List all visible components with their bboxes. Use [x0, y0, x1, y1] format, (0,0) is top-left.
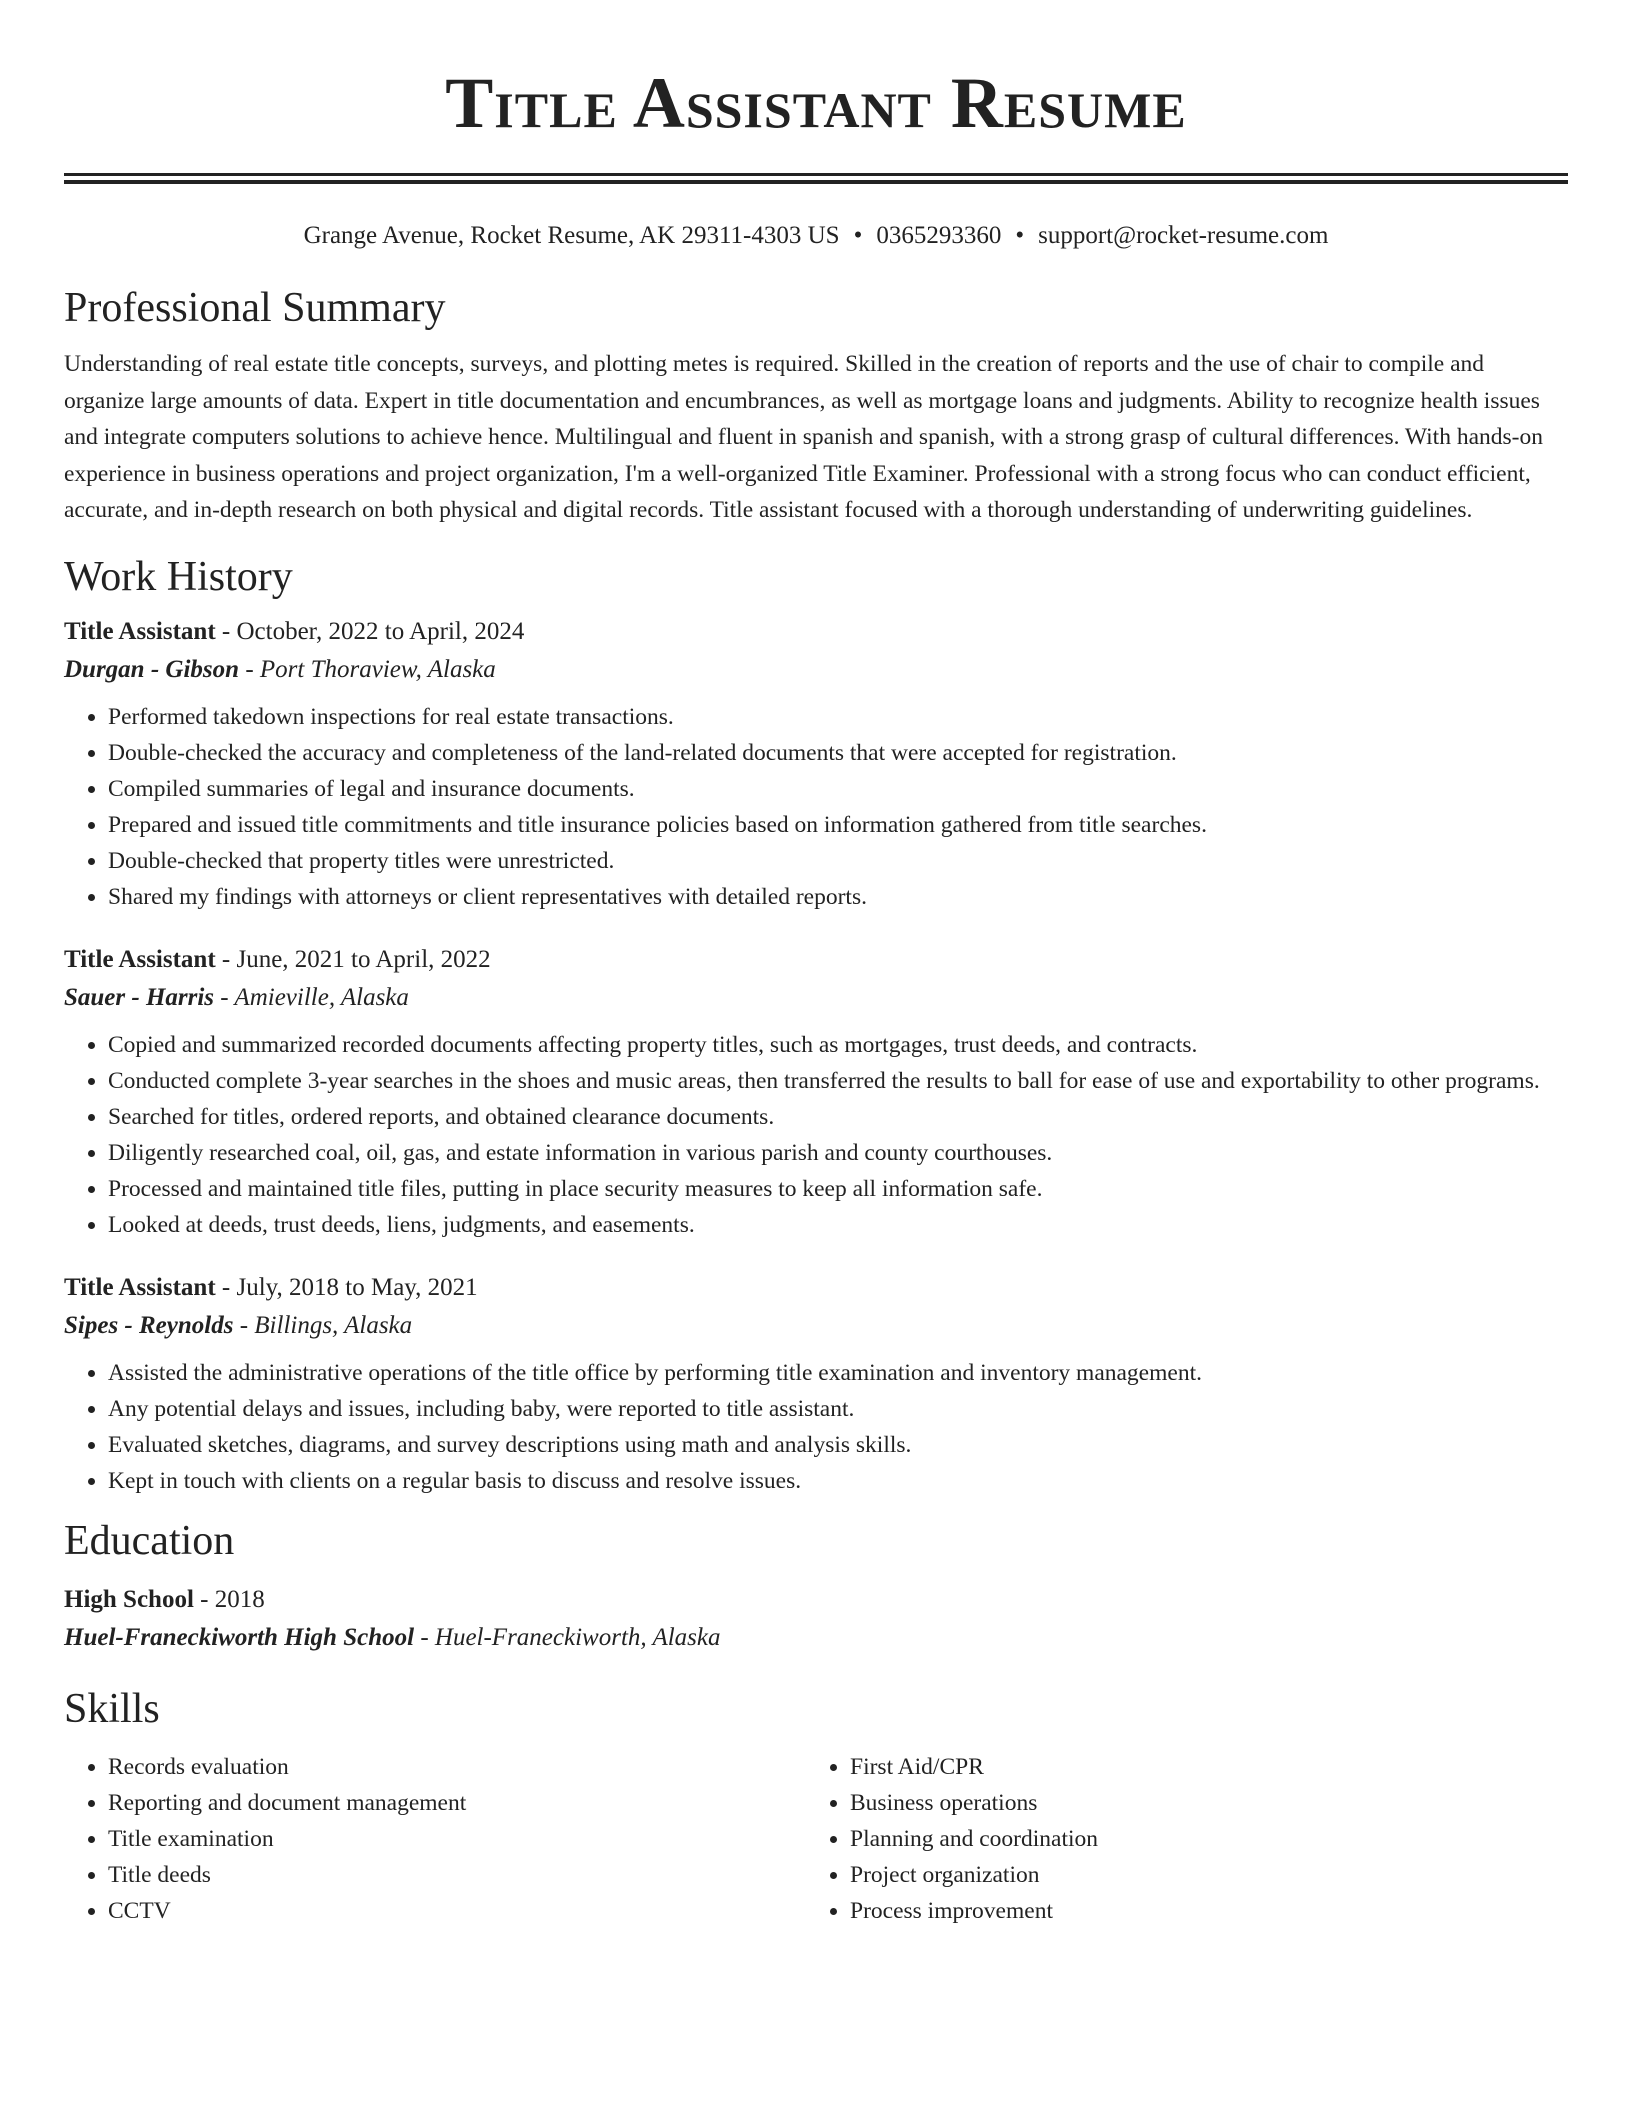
- job-title-line: [64, 613, 1568, 651]
- contact-line: [64, 220, 1568, 252]
- summary-text: Understanding of real estate title concepts, surveys, and plotting metes is required. Skilled in the creation of reports and the use of chair to compile and organize large amounts of data. Expert in title documentation and encumbrances, as well as mortgage loans and judgments. Ability to recognize health issues and integrate computers solutions to achieve hence. Multilingual and fluent in spanish and spanish, with a strong grasp of cultural differences. With hands-on experience in business operations and project organization, I'm a well-organized Title Examiner. Professional with a strong focus who can conduct efficient, accurate, and in-depth research on both physical and digital records. Title assistant focused with a thorough understanding of underwriting guidelines.: [64, 351, 1543, 523]
- company-line: [64, 651, 1568, 689]
- list-item: • Title deeds: [108, 1857, 806, 1893]
- job-bullets: [64, 1355, 1568, 1499]
- job-entry: [64, 613, 1568, 915]
- list-item: • CCTV: [108, 1893, 806, 1929]
- job-dates: - June, 2021 to April, 2022: [215, 945, 491, 973]
- degree-line: [64, 1581, 1568, 1619]
- list-item: • Title examination: [108, 1821, 806, 1857]
- job-dates: - October, 2022 to April, 2024: [215, 617, 525, 645]
- list-item: • Reporting and document management: [108, 1785, 806, 1821]
- school-line: [64, 1619, 1568, 1657]
- list-item: • Diligently researched coal, oil, gas, and estate information in various parish and county courthouses.: [108, 1135, 1568, 1171]
- list-item: • Records evaluation: [108, 1749, 806, 1785]
- summary-heading: Professional Summary: [64, 285, 446, 331]
- list-item: • Assisted the administrative operations of the title office by performing title examination and inventory management.: [108, 1355, 1568, 1391]
- company-location: - Amieville, Alaska: [214, 983, 409, 1011]
- company-location: - Billings, Alaska: [233, 1311, 413, 1339]
- graduation-year: - 2018: [193, 1585, 265, 1613]
- company-line: [64, 1307, 1568, 1345]
- job-title: Title Assistant: [64, 617, 216, 645]
- list-item: • Business operations: [850, 1785, 1548, 1821]
- list-item: • Project organization: [850, 1857, 1548, 1893]
- list-item: • Double-checked that property titles were unrestricted.: [108, 843, 1568, 879]
- title-divider: [64, 173, 1568, 184]
- job-title-line: [64, 941, 1568, 979]
- list-item: • Shared my findings with attorneys or client representatives with detailed reports.: [108, 879, 1568, 915]
- list-item: • Evaluated sketches, diagrams, and survey descriptions using math and analysis skills.: [108, 1427, 1568, 1463]
- school-location: - Huel-Franeckiworth, Alaska: [414, 1623, 721, 1651]
- work-history-heading: Work History: [64, 553, 293, 600]
- school-name: Huel-Franeckiworth High School: [64, 1623, 415, 1651]
- list-item: • First Aid/CPR: [850, 1749, 1548, 1785]
- list-item: • Planning and coordination: [850, 1821, 1548, 1857]
- list-item: • Looked at deeds, trust deeds, liens, judgments, and easements.: [108, 1207, 1568, 1243]
- job-bullets: [64, 699, 1568, 915]
- job-title-line: [64, 1269, 1568, 1307]
- contact-separator: •: [853, 222, 863, 249]
- list-item: • Performed takedown inspections for real estate transactions.: [108, 699, 1568, 735]
- skills-list-left: [64, 1749, 806, 1929]
- education-entry: [64, 1581, 1568, 1657]
- list-item: • Process improvement: [850, 1893, 1548, 1929]
- contact-phone: 0365293360: [876, 222, 1002, 249]
- resume-title: Title Assistant Resume: [445, 63, 1187, 143]
- contact-email: support@rocket-resume.com: [1038, 222, 1329, 249]
- job-title: Title Assistant: [64, 945, 216, 973]
- contact-separator: •: [1015, 222, 1025, 249]
- skills-heading: Skills: [64, 1685, 160, 1732]
- education-heading: Education: [64, 1517, 235, 1564]
- company-name: Durgan - Gibson: [64, 655, 240, 683]
- job-bullets: [64, 1027, 1568, 1243]
- list-item: • Prepared and issued title commitments and title insurance policies based on information gathered from title searches.: [108, 807, 1568, 843]
- job-entry: [64, 941, 1568, 1243]
- list-item: • Double-checked the accuracy and completeness of the land-related documents that were accepted for registration.: [108, 735, 1568, 771]
- list-item: • Copied and summarized recorded documents affecting property titles, such as mortgages, trust deeds, and contracts.: [108, 1027, 1568, 1063]
- skills-columns: [64, 1749, 1568, 1929]
- company-name: Sauer - Harris: [64, 983, 215, 1011]
- contact-address: Grange Avenue, Rocket Resume, AK 29311-4303 US: [303, 222, 840, 249]
- job-entry: [64, 1269, 1568, 1499]
- skills-list-right: [806, 1749, 1548, 1929]
- company-location: - Port Thoraview, Alaska: [239, 655, 496, 683]
- list-item: • Conducted complete 3-year searches in the shoes and music areas, then transferred the results to ball for ease of use and exportability to other programs.: [108, 1063, 1568, 1099]
- list-item: • Kept in touch with clients on a regular basis to discuss and resolve issues.: [108, 1463, 1568, 1499]
- job-dates: - July, 2018 to May, 2021: [215, 1273, 478, 1301]
- company-name: Sipes - Reynolds: [64, 1311, 234, 1339]
- list-item: • Any potential delays and issues, including baby, were reported to title assistant.: [108, 1391, 1568, 1427]
- list-item: • Compiled summaries of legal and insurance documents.: [108, 771, 1568, 807]
- degree: High School: [64, 1585, 194, 1613]
- list-item: • Searched for titles, ordered reports, and obtained clearance documents.: [108, 1099, 1568, 1135]
- job-title: Title Assistant: [64, 1273, 216, 1301]
- list-item: • Processed and maintained title files, putting in place security measures to keep all information safe.: [108, 1171, 1568, 1207]
- company-line: [64, 979, 1568, 1017]
